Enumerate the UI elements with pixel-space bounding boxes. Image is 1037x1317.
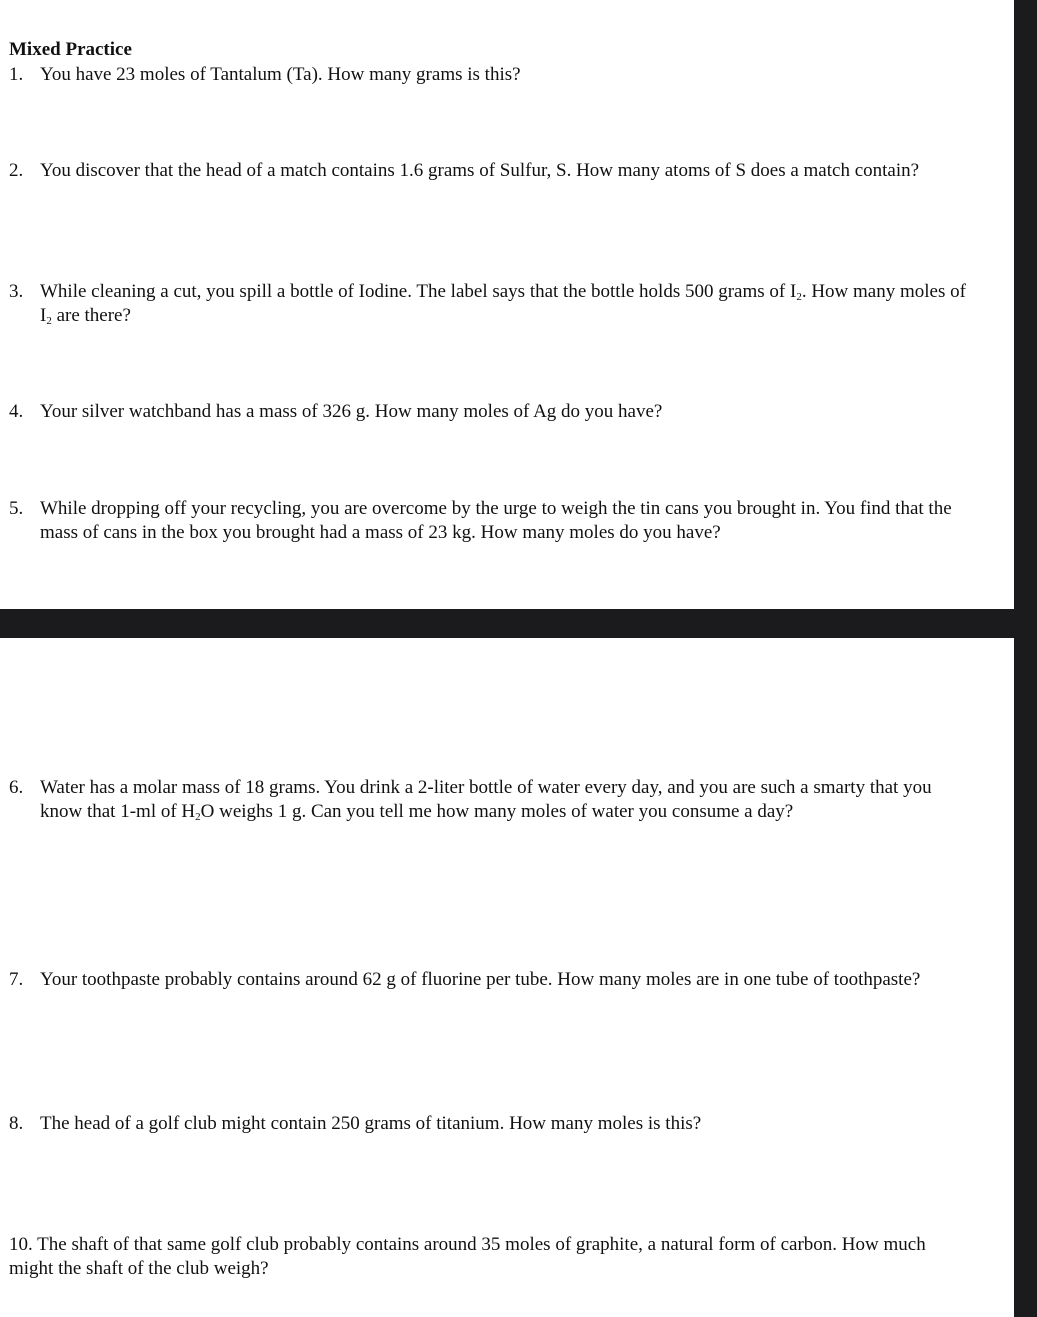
question-6 bbox=[9, 776, 969, 824]
worksheet-page-1 bbox=[0, 0, 1014, 609]
question-text: You have 23 moles of Tantalum (Ta). How many grams is this? bbox=[40, 64, 521, 85]
question-number: 7. bbox=[9, 969, 24, 990]
question-number: 2. bbox=[9, 160, 24, 181]
worksheet-title: Mixed Practice bbox=[9, 39, 132, 60]
question-number: 6. bbox=[9, 777, 24, 798]
question-text: While cleaning a cut, you spill a bottle of Iodine. The label says that the bottle holds 500 grams of $I_2$. How many moles of $I_2$ are there? bbox=[40, 281, 966, 327]
question-text: Water has a molar mass of 18 grams. You drink a 2-liter bottle of water every day, and you are such a smarty that you know that 1-ml of $H_2O$ weighs 1 g. Can you tell me how many moles of water you consume a day? bbox=[40, 777, 932, 823]
question-1 bbox=[9, 63, 969, 87]
question-number: 10. bbox=[9, 1234, 33, 1255]
question-text: While dropping off your recycling, you are overcome by the urge to weigh the tin cans you brought in. You find that the mass of cans in the box you brought had a mass of 23 kg. How many moles do you have? bbox=[40, 498, 952, 543]
question-number: 5. bbox=[9, 498, 24, 519]
question-number: 1. bbox=[9, 64, 24, 85]
question-2 bbox=[9, 159, 969, 183]
worksheet-page-2 bbox=[0, 638, 1014, 1317]
question-4 bbox=[9, 400, 969, 424]
question-text: Your silver watchband has a mass of 326 g. How many moles of Ag do you have? bbox=[40, 401, 663, 422]
question-text: Your toothpaste probably contains around 62 g of fluorine per tube. How many moles are in one tube of toothpaste? bbox=[40, 969, 921, 990]
question-text: The head of a golf club might contain 250 grams of titanium. How many moles is this? bbox=[40, 1113, 702, 1134]
question-text: You discover that the head of a match contains 1.6 grams of Sulfur, S. How many atoms of S does a match contain? bbox=[40, 160, 920, 181]
question-7 bbox=[9, 968, 969, 992]
question-number: 8. bbox=[9, 1113, 24, 1134]
question-8 bbox=[9, 1112, 969, 1136]
question-5 bbox=[9, 497, 969, 545]
question-10 bbox=[9, 1233, 969, 1281]
question-3 bbox=[9, 280, 969, 328]
question-text: 10. The shaft of that same golf club probably contains around 35 moles of graphite, a natural form of carbon. How much might the shaft of the club weigh? bbox=[9, 1234, 926, 1279]
question-number: 4. bbox=[9, 401, 24, 422]
question-number: 3. bbox=[9, 281, 24, 302]
